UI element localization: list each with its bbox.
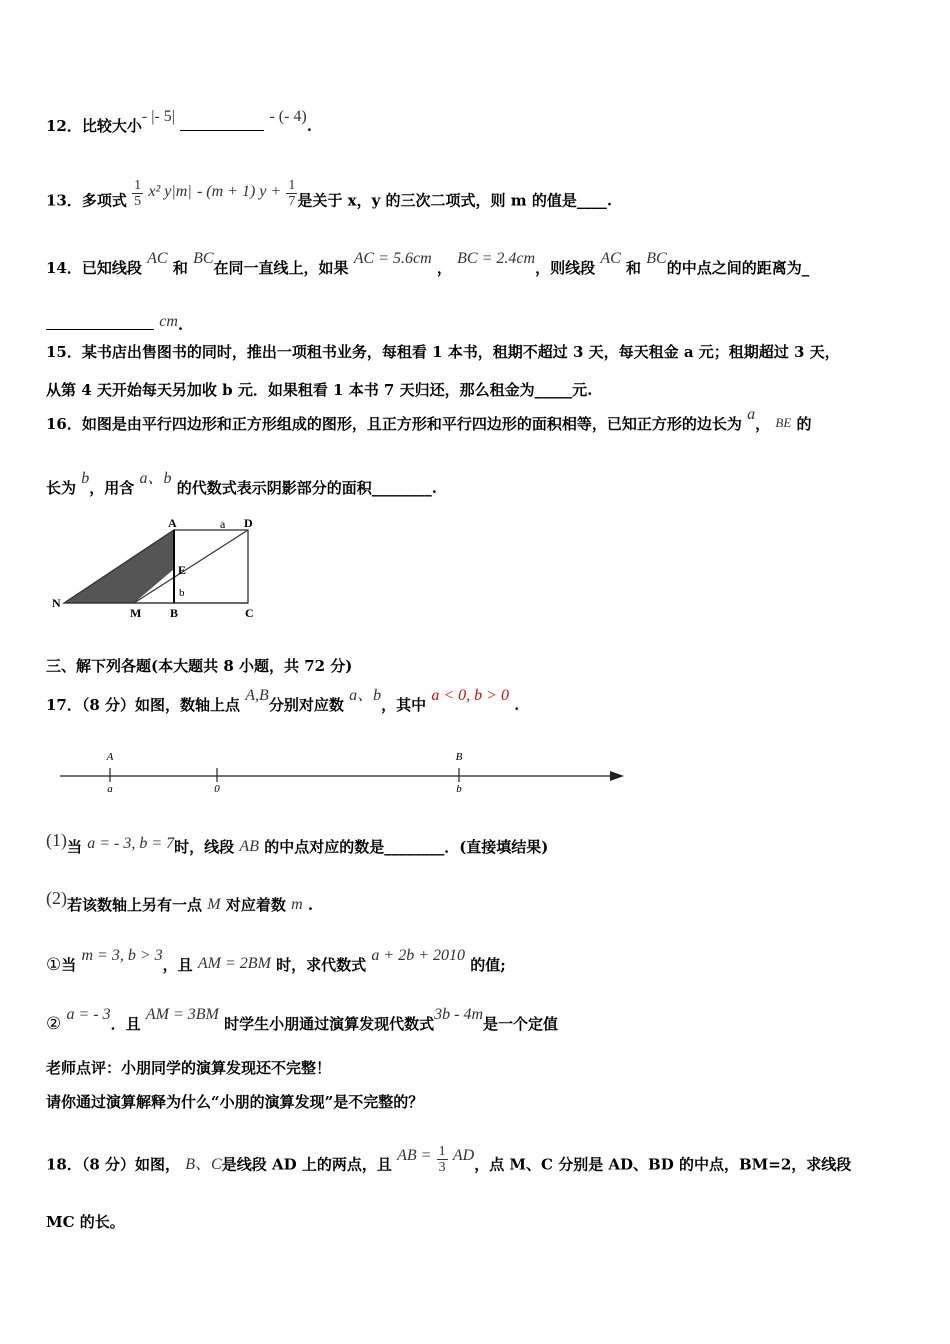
- q18-text-1: 18．（8 分）如图，: [46, 1155, 181, 1174]
- q18-bc: B、C: [185, 1155, 222, 1173]
- q17-part-2-end: .: [307, 896, 314, 914]
- q17-part-1-text-3: 的中点对应的数是________．(直接填结果): [264, 838, 549, 856]
- q14-unit: cm: [159, 313, 178, 330]
- q12-right-expr: - (- 4): [269, 108, 307, 125]
- label-M: M: [130, 606, 142, 620]
- q12-text: 比较大小: [81, 117, 142, 135]
- label-a: a: [220, 517, 226, 531]
- q17-part-1-ab: AB: [239, 838, 259, 855]
- q13-term2: - (m + 1) y +: [196, 182, 282, 200]
- axis-arrow: [610, 771, 624, 781]
- q18-fraction: [437, 1144, 448, 1175]
- q18-rhs: AD: [452, 1146, 475, 1164]
- label-D: D: [244, 516, 253, 530]
- q17-case-1-text-4: 的值;: [470, 956, 506, 974]
- q12-end: .: [306, 117, 312, 135]
- question-14: [46, 250, 810, 279]
- q12-left-expr: - |- 5|: [141, 108, 175, 125]
- q17-part-2-text-1: 若该数轴上另有一点: [67, 896, 203, 914]
- q13-text: 是关于 x，y 的三次二项式，则 m 的值是____.: [297, 191, 613, 210]
- axis-label-A: A: [106, 751, 114, 763]
- q13-frac2-num: 1: [288, 178, 296, 193]
- label-N: N: [52, 596, 61, 610]
- q14-number: 14．: [46, 259, 82, 277]
- q17-case-1: [46, 947, 506, 976]
- q17-part-2-M: M: [207, 896, 221, 913]
- q17-case-2-math: a = - 3: [66, 1006, 111, 1023]
- q17-part-2-text-2: 对应着数: [225, 896, 286, 914]
- q16-a: a: [747, 406, 756, 423]
- q12-number: 12．: [46, 117, 82, 135]
- q13-frac1-den: 5: [134, 194, 142, 209]
- q14-text-1: 已知线段: [81, 259, 142, 277]
- axis-label-B: B: [455, 751, 463, 763]
- question-16-line-1: [46, 406, 812, 435]
- q14-text-2: 在同一直线上，如果: [213, 259, 349, 277]
- question-15-line-1: 15．某书店出售图书的同时，推出一项租书业务，每租看 1 本书，租期不超过 3 天，每天租金 a 元；租期超过 3 天，: [46, 343, 840, 361]
- q16-be: BE: [775, 415, 792, 430]
- q14-ac: AC: [147, 250, 168, 267]
- q18-lhs: AB =: [397, 1146, 432, 1164]
- q17-part-2-number: (2): [46, 888, 67, 908]
- q13-number: 13．: [46, 191, 82, 210]
- q16-text-2b: ，用含: [89, 479, 135, 497]
- q17-case-2-text-3: 是一个定值: [483, 1015, 559, 1033]
- question-13: [46, 178, 613, 217]
- q17-case-2-condition: AM = 3BM: [145, 1006, 219, 1023]
- label-b: b: [179, 587, 185, 599]
- q17-ab-numbers: a、b: [349, 687, 382, 704]
- q17-case-1-condition: AM = 2BM: [197, 955, 271, 972]
- q17-question: 请你通过演算解释为什么“小朋的演算发现”是不完整的？: [46, 1093, 424, 1111]
- q17-part-2: [46, 888, 314, 916]
- q14-end: .: [177, 316, 184, 334]
- q13-label: 多项式: [81, 191, 127, 210]
- question-14-answer-line: [46, 315, 183, 336]
- q17-part-1: [46, 830, 549, 858]
- q17-case-2: [46, 1006, 559, 1035]
- q17-part-1-number: (1): [46, 830, 67, 850]
- q14-and-2: 和: [626, 259, 642, 277]
- q13-frac2-den: 7: [288, 194, 296, 209]
- q18-text-2: 是线段 AD 上的两点，且: [221, 1155, 392, 1174]
- q17-condition: a < 0, b > 0: [431, 687, 509, 704]
- question-15-line-2: 从第 4 天开始每天另加收 b 元．如果租看 1 本书 7 天归还，那么租金为_____元.: [46, 381, 593, 399]
- axis-label-zero: 0: [214, 783, 220, 794]
- q13-frac1-num: 1: [134, 178, 142, 193]
- q14-ac-value: AC = 5.6cm: [353, 250, 432, 267]
- q17-case-1-text-1: 当: [61, 956, 77, 974]
- q18-frac-den: 3: [438, 1160, 446, 1175]
- q17-case-1-math: m = 3, b > 3: [81, 947, 163, 964]
- label-C: C: [245, 606, 254, 620]
- q16-ab: a、b: [139, 470, 172, 487]
- q14-comma: ，: [436, 259, 452, 277]
- q17-number-line: [58, 746, 628, 794]
- q17-case-2-text-2: 时学生小朋通过演算发现代数式: [224, 1015, 435, 1033]
- question-16-line-2: [46, 470, 437, 499]
- q14-blank: [46, 315, 154, 330]
- q17-case-1-expression: a + 2b + 2010: [371, 947, 465, 964]
- q17-case-2-text-1: ．且: [110, 1015, 141, 1033]
- q17-end: .: [514, 696, 520, 714]
- q16-text-2c: 的代数式表示阴影部分的面积________.: [176, 479, 437, 497]
- q16-figure: [50, 516, 270, 622]
- q17-text-3: ，其中: [381, 696, 427, 714]
- q14-bc: BC: [193, 250, 214, 267]
- q13-fraction-2: [286, 178, 297, 209]
- q16-text-2a: 长为: [46, 479, 77, 497]
- q14-bc-value: BC = 2.4cm: [457, 250, 536, 267]
- q17-part-1-math: a = - 3, b = 7: [87, 835, 175, 852]
- q17-case-1-text-2: ，且: [162, 956, 193, 974]
- q17-case-1-mark: ①: [46, 955, 62, 975]
- q17-case-2-mark: ②: [46, 1014, 62, 1034]
- section-3-heading: 三、解下列各题(本大题共 8 小题，共 72 分): [46, 657, 353, 675]
- q14-and-1: 和: [172, 259, 188, 277]
- label-B: B: [170, 606, 179, 620]
- axis-label-b: b: [456, 783, 462, 794]
- q17-ab-points: A,B: [245, 687, 269, 704]
- question-18: [46, 1144, 852, 1181]
- q14-text-3: ，则线段: [535, 259, 596, 277]
- q17-case-2-expression: 3b - 4m: [434, 1006, 483, 1023]
- q12-blank: [180, 116, 264, 131]
- label-E: E: [178, 563, 187, 577]
- q16-b: b: [81, 470, 90, 487]
- q18-frac-num: 1: [438, 1144, 446, 1159]
- q16-text-1: 16．如图是由平行四边形和正方形组成的图形，且正方形和平行四边形的面积相等，已知正方形的边长为: [46, 415, 742, 433]
- q16-de: 的: [796, 415, 812, 433]
- q14-bc-2: BC: [646, 250, 667, 267]
- q18-text-3: ，点 M、C 分别是 AD、BD 的中点，BM=2，求线段: [474, 1155, 852, 1174]
- question-17: [46, 687, 520, 716]
- axis-label-a: a: [107, 783, 113, 794]
- q17-text-2: 分别对应数: [268, 696, 344, 714]
- q13-fraction-1: [132, 178, 143, 209]
- q17-teacher-comment: 老师点评：小朋同学的演算发现还不完整！: [46, 1059, 332, 1077]
- question-18-line-2: MC 的长。: [46, 1213, 125, 1231]
- q16-comma: ，: [755, 415, 771, 433]
- q17-part-2-m: m: [291, 896, 303, 913]
- q14-ac-2: AC: [600, 250, 621, 267]
- question-12: [46, 108, 312, 137]
- q13-term1: x² y|m|: [148, 182, 192, 200]
- q17-part-1-text-1: 当: [67, 838, 83, 856]
- q17-text-1: 17．（8 分）如图，数轴上点: [46, 696, 241, 714]
- q14-text-4: 的中点之间的距离为_: [666, 259, 810, 277]
- q17-case-1-text-3: 时，求代数式: [276, 956, 367, 974]
- label-A: A: [168, 516, 177, 530]
- q17-part-1-text-2: 时，线段: [174, 838, 235, 856]
